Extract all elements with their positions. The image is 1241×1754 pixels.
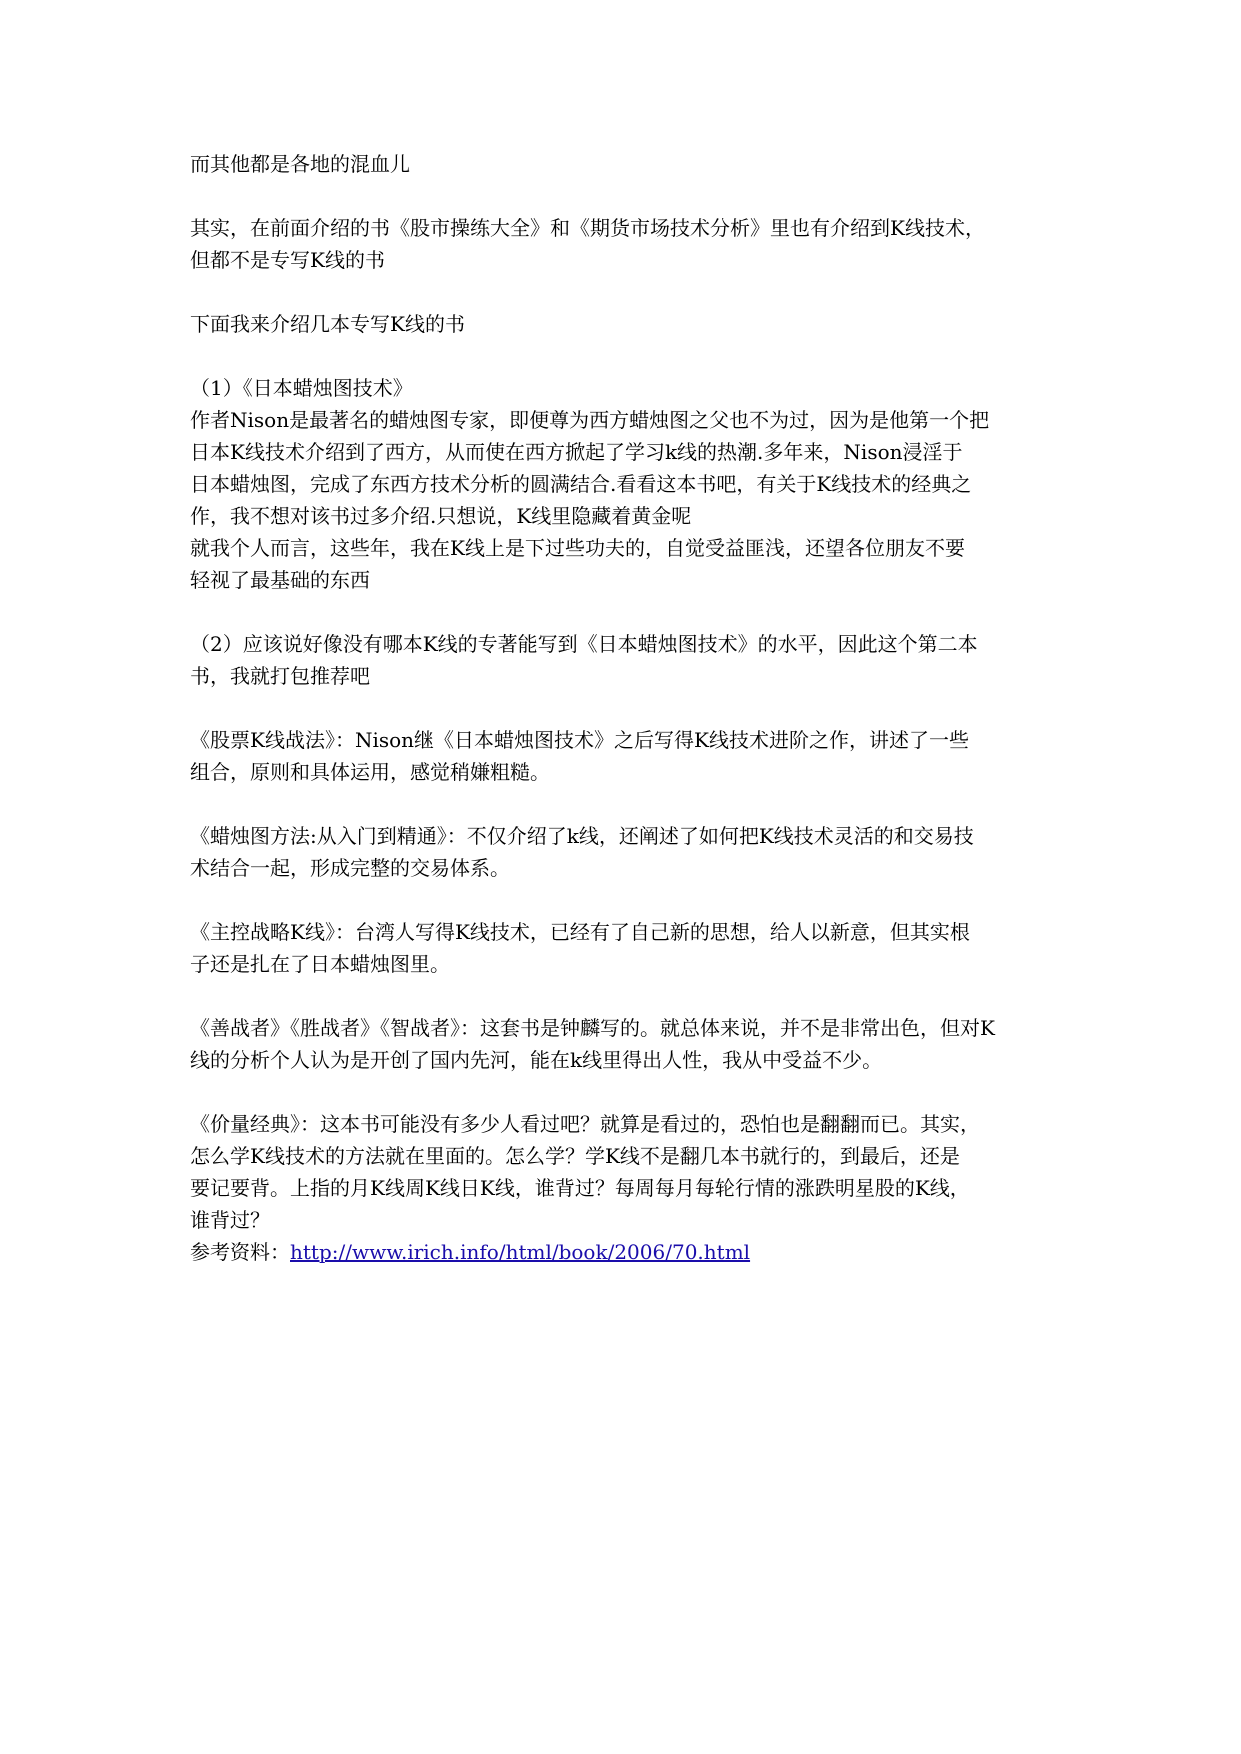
text-line: 线的分析个人认为是开创了国内先河，能在k线里得出人性，我从中受益不少。 [190, 1048, 883, 1072]
reference-link[interactable]: http://www.irich.info/html/book/2006/70.html [290, 1240, 751, 1264]
text-line: 怎么学K线技术的方法就在里面的。怎么学？学K线不是翻几本书就行的，到最后，还是 [190, 1144, 960, 1168]
text-line: 谁背过？ [190, 1208, 270, 1232]
text-line: 《蜡烛图方法:从入门到精通》：不仅介绍了k线，还阐述了如何把K线技术灵活的和交易技 [190, 824, 974, 848]
paragraph-10 [190, 1108, 1060, 1268]
text-line: 子还是扎在了日本蜡烛图里。 [190, 952, 450, 976]
paragraph-3 [190, 308, 1060, 340]
text-line: 下面我来介绍几本专写K线的书 [190, 312, 465, 336]
paragraph-8 [190, 916, 1060, 980]
reference-label: 参考资料： [190, 1240, 290, 1264]
paragraph-2 [190, 212, 1060, 276]
text-line: 要记要背。上指的月K线周K线日K线，谁背过？每周每月每轮行情的涨跌明星股的K线， [190, 1176, 970, 1200]
text-line: 术结合一起，形成完整的交易体系。 [190, 856, 510, 880]
text-line: 日本蜡烛图，完成了东西方技术分析的圆满结合.看看这本书吧，有关于K线技术的经典之 [190, 472, 972, 496]
paragraph-7 [190, 820, 1060, 884]
text-line: 《善战者》《胜战者》《智战者》：这套书是钟麟写的。就总体来说，并不是非常出色，但对K [190, 1016, 995, 1040]
reference-line [190, 1236, 1060, 1268]
text-line: 书，我就打包推荐吧 [190, 664, 370, 688]
paragraph-6 [190, 724, 1060, 788]
text-line: 而其他都是各地的混血儿 [190, 152, 410, 176]
text-line: 轻视了最基础的东西 [190, 568, 370, 592]
text-line: 日本K线技术介绍到了西方，从而使在西方掀起了学习k线的热潮.多年来，Nison浸淫于 [190, 440, 963, 464]
paragraph-1 [190, 148, 1060, 180]
paragraph-9 [190, 1012, 1060, 1076]
text-line: 《价量经典》：这本书可能没有多少人看过吧？就算是看过的，恐怕也是翻翻而已。其实， [190, 1112, 980, 1136]
text-line: 《股票K线战法》：Nison继《日本蜡烛图技术》之后写得K线技术进阶之作，讲述了一些 [190, 728, 969, 752]
text-line: 就我个人而言，这些年，我在K线上是下过些功夫的，自觉受益匪浅，还望各位朋友不要 [190, 536, 965, 560]
paragraph-4 [190, 372, 1060, 596]
text-line: 组合，原则和具体运用，感觉稍嫌粗糙。 [190, 760, 550, 784]
text-line: 作者Nison是最著名的蜡烛图专家，即便尊为西方蜡烛图之父也不为过，因为是他第一个把 [190, 408, 990, 432]
text-line: 《主控战略K线》：台湾人写得K线技术，已经有了自己新的思想，给人以新意，但其实根 [190, 920, 970, 944]
text-line: （1）《日本蜡烛图技术》 [190, 376, 413, 400]
paragraph-5 [190, 628, 1060, 692]
text-line: 其实，在前面介绍的书《股市操练大全》和《期货市场技术分析》里也有介绍到K线技术， [190, 216, 985, 240]
text-line: 但都不是专写K线的书 [190, 248, 385, 272]
text-line: 作，我不想对该书过多介绍.只想说，K线里隐藏着黄金呢 [190, 504, 692, 528]
document-body [190, 148, 1060, 1268]
text-line: （2）应该说好像没有哪本K线的专著能写到《日本蜡烛图技术》的水平，因此这个第二本 [190, 632, 978, 656]
